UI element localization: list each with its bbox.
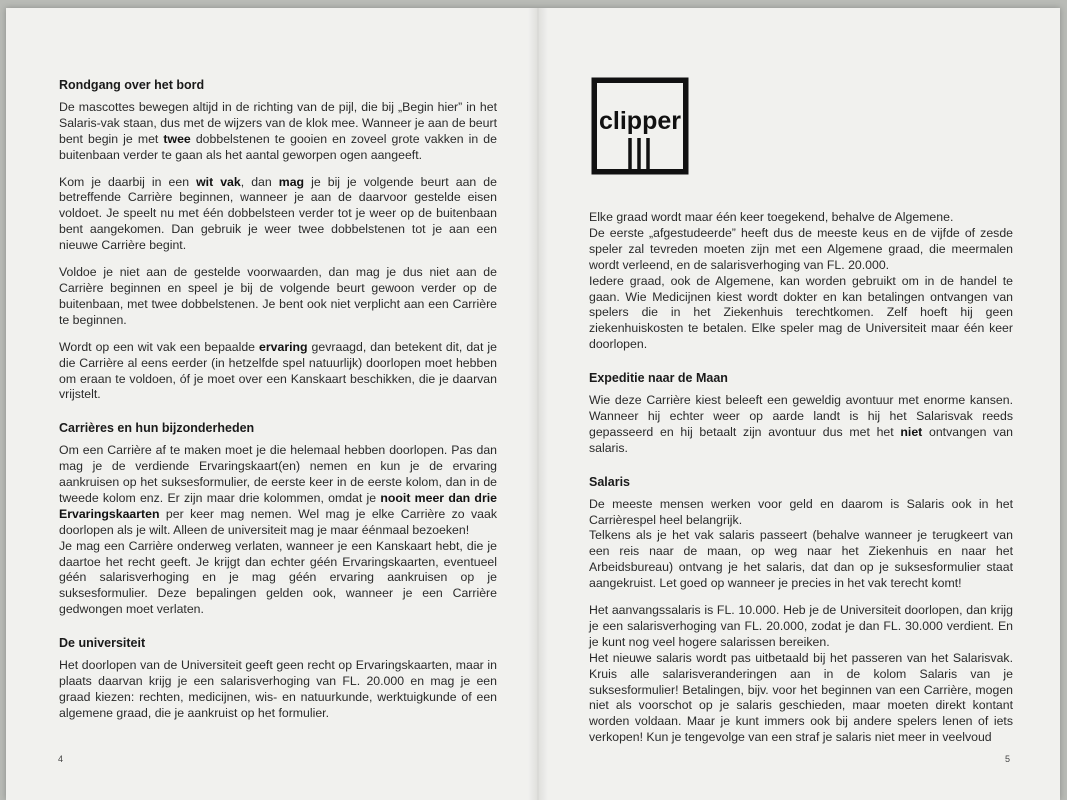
bold-text: nooit meer dan drie Ervaringskaarten (59, 490, 497, 521)
section-title: Salaris (589, 474, 631, 489)
text: Kom je daarbij in een (59, 174, 197, 189)
paragraph: Het doorlopen van de Universiteit geeft geen recht op Ervaringskaarten, maar in plaats daarvan krijg je een salarisverhoging van FL. 20.000 en mag je een graad kiezen: rechten, medicijnen, wis- en natuurkunde, werktuigkunde of een algemene graad, die je aankruist op het formulier. (59, 658, 497, 720)
page-number: 4 (58, 754, 64, 764)
section-maan (589, 371, 1013, 457)
section-universiteit (59, 636, 497, 722)
right-column (589, 210, 1013, 746)
text: Om een Carrière af te maken moet je die helemaal hebben doorlopen. Pas dan mag je de verdiende Ervaringskaart(en) nemen en kun je de ervaring aankruisen op het suksesformulier, de eerste keer in de eerste kolom, dan in de tweede kolom enz. Er zijn maar drie kolommen, omdat je (59, 443, 497, 505)
paragraph: Telkens als je het vak salaris passeert (behalve wanneer je terugkeert van een reis naar de maan, op weg naar het Ziekenhuis en naar het Arbeidsbureau) ontvang je het salaris, dat dan op je suksesformulier staat aangekruist. Let goed op wanneer je precies in het vak terecht komt! (589, 528, 1013, 591)
section-title: Carrières en hun bijzonderheden (59, 421, 255, 436)
bold-text: twee (163, 131, 191, 146)
paragraph (59, 443, 497, 538)
text: Wie deze Carrière kiest beleeft een geweldig avontuur met enorme kansen. Wanneer hij echter weer op aarde landt is hij het Salarisvak reeds gepasseerd en hij betaalt zijn avontuur dus met het (589, 393, 1013, 439)
paragraph (59, 100, 497, 164)
paragraph (59, 175, 497, 255)
logo-text: clipper (599, 107, 682, 135)
page-right (538, 8, 1060, 800)
text: per keer mag nemen. Wel mag je elke Carrière zo vaak doorlopen als je wilt. Alleen de universiteit mag je maar éénmaal bezoeken! (59, 506, 497, 537)
paragraph (589, 393, 1013, 457)
clipper-logo (590, 76, 690, 176)
paragraph: Iedere graad, ook de Algemene, kan worden gebruikt om in de handel te gaan. Wie Medicijnen kiest wordt dokter en kan betalingen ontvangen van spelers die in het Ziekenhuis terechtkomen. Zelf hoeft hij geen ziekenhuiskosten te betalen. Elke speler mag de Universiteit maar één keer doorlopen. (589, 273, 1013, 352)
section-title: Expeditie naar de Maan (589, 371, 728, 386)
bold-text: ervaring (259, 339, 308, 354)
text: ontvangen van salaris. (589, 424, 1013, 455)
bold-text: wit vak (196, 174, 241, 189)
text: gevraagd, dan betekent dit, dat je die Carrière al eens eerder (in hetzelfde spel natuurlijk) doorlopen moet hebben om eraan te voldoen, óf je moet over een Kanskaart beschikken, die je daarvan vrijstelt. (59, 339, 497, 402)
paragraph: Elke graad wordt maar één keer toegekend, behalve de Algemene. (589, 210, 954, 224)
bold-text: niet (900, 424, 923, 439)
text: dobbelstenen te gooien en zoveel grote vakken in de buitenbaan verder te gaan als het aantal geworpen ogen aangeeft. (59, 131, 497, 162)
section-title: De universiteit (59, 636, 146, 651)
bold-text: mag (278, 174, 305, 189)
paragraph: De eerste „afgestudeerde” heeft dus de meeste keus en de vijfde of zesde speler zal tevreden moeten zijn met een Algemene graad, die meermalen wordt verleend, en de salarisverhoging van FL. 20.000. (589, 225, 1013, 272)
section-title: Rondgang over het bord (59, 78, 205, 92)
paragraph: Het aanvangssalaris is FL. 10.000. Heb je de Universiteit doorlopen, dan krijg je een salarisverhoging van FL. 20.000, zodat je dan FL. 30.000 verdient. En je kunt nog veel hogere salarissen bereiken. (589, 603, 1013, 649)
section-rondgang (59, 78, 497, 403)
section-carrieres (59, 421, 497, 618)
paragraph (59, 340, 497, 404)
page-number: 5 (1004, 754, 1010, 764)
text: De mascottes bewegen altijd in de richting van de pijl, die bij „Begin hier” in het Salaris-vak staan, dus met de wijzers van de klok mee. Wanneer je aan de beurt bent begin je met (59, 99, 497, 146)
paragraph: Voldoe je niet aan de gestelde voorwaarden, dan mag je dus niet aan de Carrière beginnen en speel je bij de volgende beurt gewoon verder op de buitenbaan, met twee dobbelstenen. Je bent ook niet verplicht aan een Carrière te beginnen. (59, 265, 497, 327)
paragraph: De meeste mensen werken voor geld en daarom is Salaris ook in het Carrièrespel heel belangrijk. (589, 496, 1013, 527)
left-column (59, 78, 497, 722)
text: je bij je volgende beurt aan de betreffende Carrière beginnen, wanneer je aan de daarvoor gestelde eisen voldoet. Je speelt nu met één dobbelsteen verder tot je weer op de buitenbaan bent aangekomen. Dan gebruik je weer twee dobbelstenen tot je aan een nieuwe Carrière begint. (59, 174, 497, 253)
page-left (6, 8, 538, 800)
text: , dan (240, 174, 279, 189)
text: Wordt op een wit vak een bepaalde (59, 339, 260, 354)
paragraph: Je mag een Carrière onderweg verlaten, wanneer je een Kanskaart hebt, die je daartoe het recht geeft. Je krijgt dan echter géén Ervaringskaarten, eventueel géén salarisverhoging en je mag géén ervaring aankruisen op je suksesformulier. Deze bepalingen gelden ook, wanneer je een Carrière gedwongen moet verlaten. (59, 538, 497, 617)
section-salaris (589, 475, 1013, 747)
paragraph: Het nieuwe salaris wordt pas uitbetaald bij het passeren van het Salarisvak. Kruis alle salarisveranderingen aan in de kolom Salaris van je suksesformulier! Betalingen, bijv. voor het beginnen van een Carrière, mogen niet als voorschot op je salaris geschieden, maar moeten direkt kontant worden voldaan. Maar je kunt immers ook bij andere spelers lenen of iets verkopen! Kun je tengevolge van een straf je salaris niet meer in veelvoud (589, 650, 1013, 745)
section-graad (589, 210, 1013, 353)
